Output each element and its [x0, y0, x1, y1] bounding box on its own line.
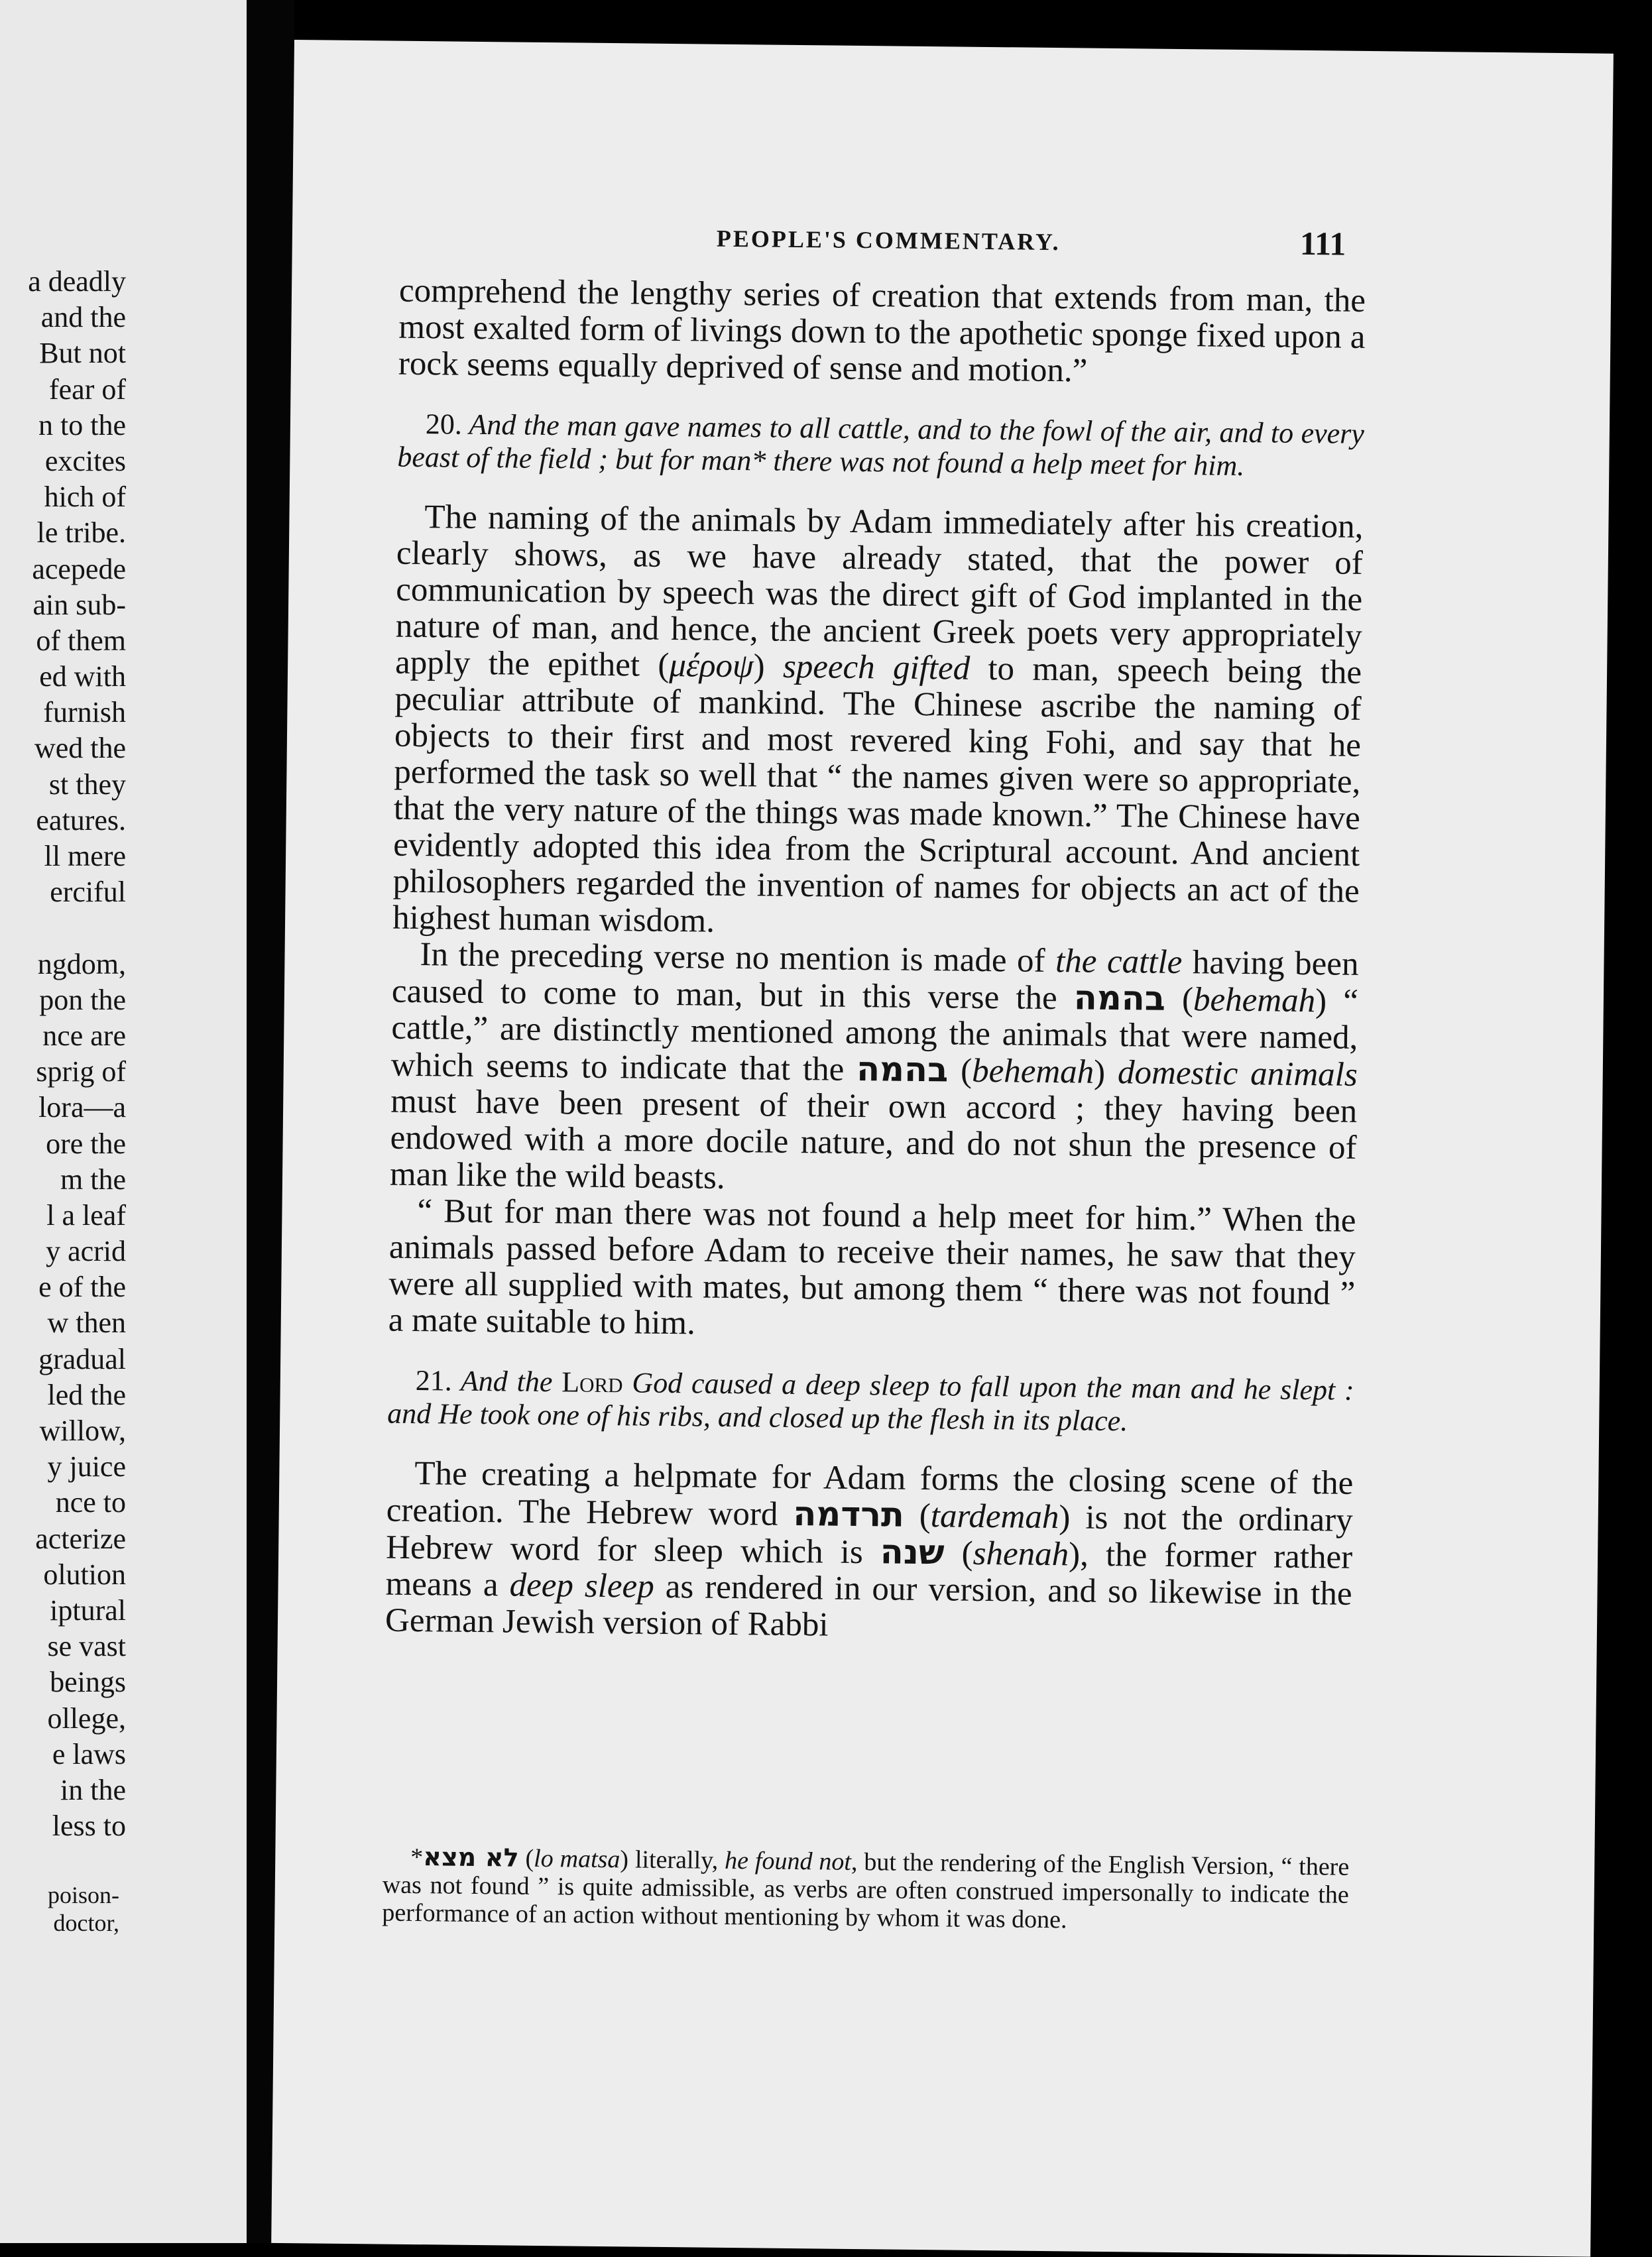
- left-page-line: lora—a: [38, 1091, 126, 1124]
- left-page-line: eatures.: [36, 803, 126, 837]
- text-run: must have been present of their own accord ; they having been endowed with a more docile nature, and do not shun the presence of man like the wild beasts.: [389, 1082, 1358, 1196]
- body-text: [385, 273, 1366, 1649]
- paragraph-naming: [392, 499, 1364, 947]
- text-run: as rendered in our version, and so likewise in the German Jewish version of Rabbi: [384, 1568, 1352, 1644]
- left-page-line: ll mere: [44, 840, 126, 872]
- left-page-line: gradual: [38, 1342, 126, 1375]
- paragraph-helpmate: [385, 1456, 1354, 1649]
- left-page-line: But not: [39, 337, 126, 370]
- italic-gloss: speech gifted: [782, 648, 971, 687]
- left-page-line: ollege,: [47, 1702, 126, 1735]
- text-run: ) is not the ordinary Hebrew word for sleep which is: [385, 1499, 1353, 1572]
- left-page-line: st they: [48, 768, 126, 801]
- footnote-text: [382, 1843, 1349, 1937]
- left-page-line: ain sub-: [32, 588, 126, 621]
- hebrew-word: בהמה: [1073, 978, 1166, 1019]
- left-page-line: led the: [47, 1378, 126, 1411]
- transliteration: behemah: [1193, 981, 1316, 1020]
- text-run: ), the former rather means a: [385, 1536, 1353, 1604]
- left-page-line: wed the: [34, 732, 126, 765]
- left-page-line: less to: [52, 1810, 126, 1843]
- left-page-line: le tribe.: [36, 516, 126, 550]
- right-page: [271, 40, 1614, 2257]
- paragraph-help-meet: “ But for man there was not found a help meet for him.” When the animals passed before Adam to receive their names, he saw that they were all supplied with mates, but among them “ there was not found ” a mate suitable to him.: [388, 1192, 1356, 1342]
- left-page-line: willow,: [39, 1415, 126, 1447]
- text-run: to man, speech being the peculiar attribute of mankind. The Chinese ascribe the naming of objects to their first and most revered king Fohi, and say that he performed the task so well that “ the names given were so appropriate, that the very nature of the things was made known.” The Chinese have evidently adopted this idea from the Scriptural account. And ancient philosophers regarded the invention of names for objects an act of the highest human wisdom.: [392, 650, 1362, 940]
- paragraph-cattle: [390, 937, 1359, 1203]
- left-page-line: n to the: [38, 408, 126, 441]
- italic-phrase: he found not: [724, 1846, 852, 1876]
- left-page-line: iptural: [50, 1593, 126, 1627]
- left-page-line: beings: [50, 1666, 126, 1699]
- verse-20: [397, 408, 1364, 484]
- text-run: ): [1093, 1053, 1118, 1092]
- left-page-line: fear of: [48, 373, 126, 406]
- left-page-line: acepede: [32, 552, 126, 585]
- text-run: (: [1165, 980, 1194, 1019]
- transliteration: shenah: [973, 1534, 1069, 1574]
- left-page-line: ngdom,: [37, 947, 126, 980]
- left-facing-page: [0, 0, 247, 2243]
- left-page-line: a deadly: [28, 265, 126, 298]
- text-run: ) “ cattle,” are distinctly mentioned among the animals that were named, which seems to indicate that the: [390, 982, 1359, 1088]
- left-page-line: ore the: [46, 1127, 126, 1160]
- footnote: [382, 1843, 1349, 1937]
- hebrew-word: לא מצא: [423, 1842, 519, 1873]
- left-page-line: of them: [36, 624, 126, 657]
- footnote-marker: *: [410, 1843, 424, 1872]
- transliteration: tardemah: [930, 1497, 1059, 1536]
- left-page-line: pon the: [39, 983, 126, 1016]
- italic-phrase: domestic animals: [1117, 1054, 1358, 1094]
- left-page-line: nce are: [42, 1019, 126, 1052]
- page-number: 111: [1299, 224, 1346, 262]
- left-page-line: excites: [44, 444, 126, 477]
- left-page-line: and the: [40, 301, 126, 334]
- left-page-line: m the: [60, 1163, 126, 1196]
- hebrew-word: תרדמה: [793, 1495, 905, 1535]
- text-run: ) literally,: [620, 1845, 725, 1875]
- hebrew-word: בהמה: [856, 1049, 949, 1090]
- verse-text: God caused a deep sleep to fall upon the man and he slept : and He took one of his ribs, and closed up the flesh in its place.: [387, 1366, 1354, 1438]
- text-run: (: [904, 1497, 931, 1535]
- left-page-line: l a leaf: [46, 1198, 126, 1232]
- text-run: ): [753, 648, 784, 685]
- text-run: (: [518, 1844, 534, 1873]
- transliteration: lo matsa: [533, 1844, 620, 1874]
- verse-21: [387, 1364, 1354, 1440]
- transliteration: behemah: [971, 1052, 1094, 1091]
- left-page-line: e of the: [38, 1271, 126, 1304]
- lord-small-caps: Lord: [561, 1365, 623, 1399]
- left-page-line: [0, 910, 126, 946]
- verse-text: And the: [460, 1364, 562, 1399]
- verse-number: 21.: [415, 1364, 453, 1397]
- left-page-line: sprig of: [36, 1055, 126, 1088]
- left-page-line: hich of: [44, 481, 126, 514]
- greek-word: μέροψ: [669, 646, 754, 685]
- running-head: [292, 213, 1380, 271]
- left-page-footnote-line: poison-: [48, 1882, 119, 1908]
- text-run: (: [947, 1052, 973, 1090]
- left-page-line: furnish: [43, 696, 126, 729]
- left-page-line: acterize: [35, 1522, 126, 1555]
- left-page-line: y juice: [47, 1450, 126, 1483]
- left-page-line: e laws: [52, 1737, 126, 1770]
- left-page-footnote-line: doctor,: [53, 1910, 119, 1936]
- left-page-line: nce to: [55, 1486, 126, 1519]
- text-run: having been caused to come to man, but in this verse the: [391, 944, 1359, 1017]
- hebrew-word: שנה: [880, 1533, 945, 1573]
- italic-phrase: deep sleep: [509, 1566, 655, 1605]
- running-head-title: PEOPLE'S COMMENTARY.: [716, 225, 1061, 256]
- italic-phrase: the cattle: [1055, 943, 1183, 982]
- left-page-text: [0, 264, 126, 1844]
- text-run: The creating a helpmate for Adam forms the closing scene of the creation. The Hebrew word: [386, 1455, 1354, 1533]
- left-page-line: in the: [60, 1773, 126, 1806]
- left-page-line: y acrid: [46, 1235, 126, 1268]
- left-page-line: olution: [43, 1558, 126, 1591]
- left-page-footnote: [0, 1881, 119, 1937]
- text-run: The naming of the animals by Adam immediately after his creation, clearly shows, as we have already stated, that the power of communication by speech was the direct gift of God implanted in the nature of man, and hence, the ancient Greek poets very appropriately apply the epithet (: [394, 498, 1364, 684]
- text-run: (: [944, 1534, 973, 1572]
- text-run: In the preceding verse no mention is made of: [420, 936, 1056, 980]
- text-run: , but the rendering of the English Version, “ there was not found ” is quite admissible, as verbs are often construed impersonally to indicate the performance of an action without mentioning by whom it was done.: [382, 1847, 1350, 1934]
- verse-number: 20.: [425, 408, 463, 441]
- left-page-line: se vast: [47, 1630, 126, 1663]
- left-page-line: ed with: [39, 660, 126, 693]
- paragraph-quote-end: comprehend the lengthy series of creation that extends from man, the most exalted form of livings down to the apothetic sponge fixed upon a rock seems equally deprived of sense and motion.”: [398, 272, 1366, 390]
- left-page-line: w then: [47, 1306, 126, 1340]
- verse-text: And the man gave names to all cattle, and to the fowl of the air, and to every beast of the field ; but for man* there was not found a help meet for him.: [397, 408, 1365, 483]
- left-page-line: erciful: [50, 876, 126, 909]
